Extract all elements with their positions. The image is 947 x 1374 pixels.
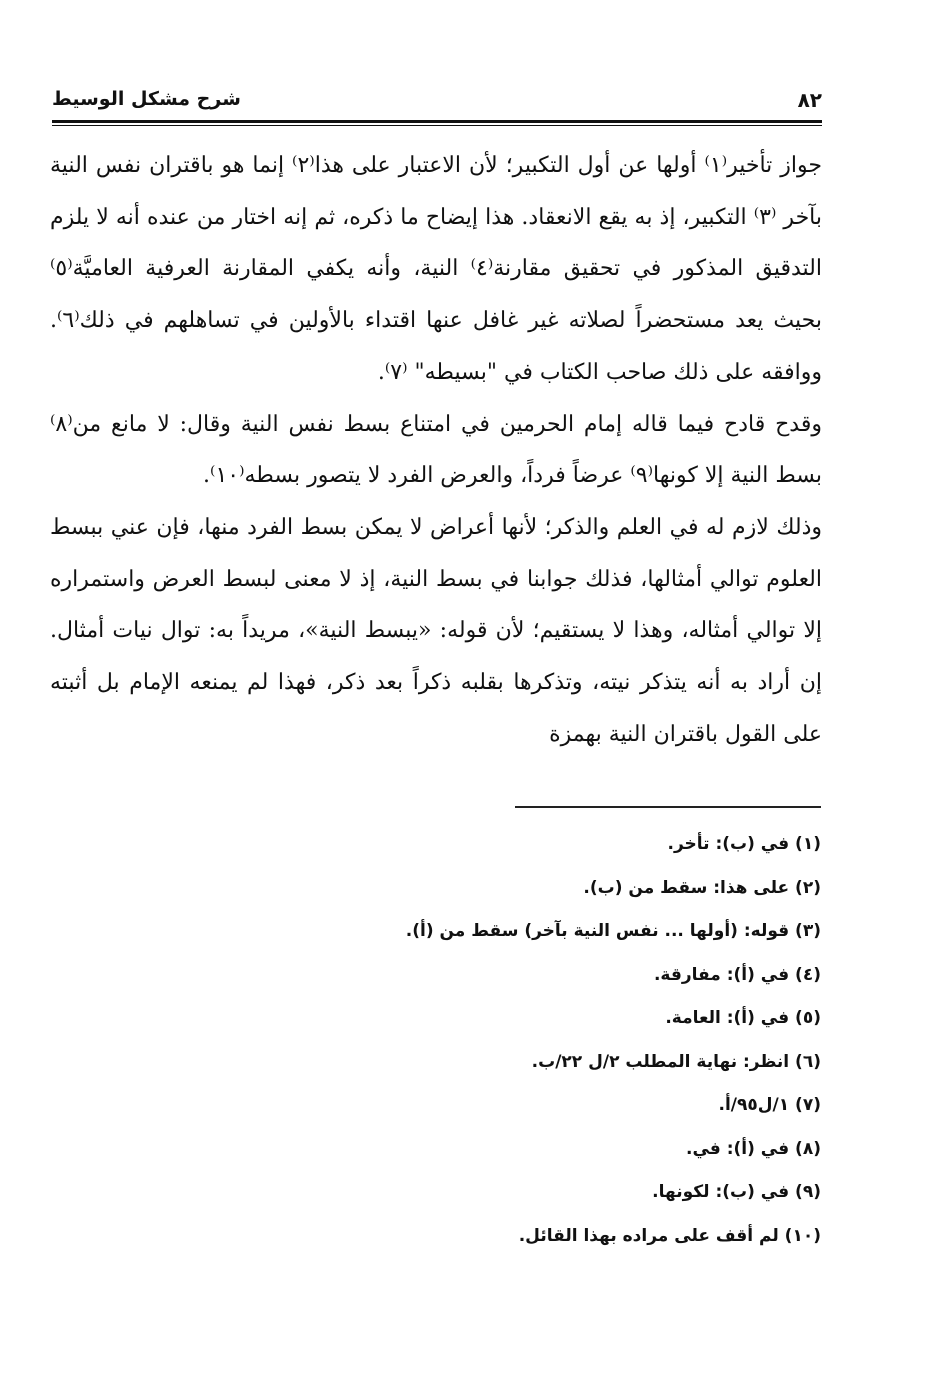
header-rule-thin	[52, 125, 822, 126]
footnotes	[300, 830, 821, 1265]
footnote-divider	[515, 806, 821, 808]
footnote-1: (١) في (ب): تأخر.	[667, 834, 821, 854]
page-number: ٨٢	[797, 88, 822, 112]
running-header	[52, 88, 822, 118]
footnote-5: (٥) في (أ): العامة.	[665, 1008, 821, 1028]
footnote-7: (٧) ١/ل٩٥/أ.	[718, 1095, 821, 1115]
book-title: شرح مشكل الوسيط	[52, 88, 241, 110]
footnote-4: (٤) في (أ): مفارقة.	[653, 964, 821, 985]
footnote-3: (٣) قوله: (أولها ... نفس النية بآخر) سقط من (أ).	[405, 921, 821, 941]
footnote-10: (١٠) لم أقف على مراده بهذا القائل.	[518, 1225, 821, 1246]
main-text	[50, 140, 822, 760]
paragraph-1: جواز تأخير⁽١⁾ أولها عن أول التكبير؛ لأن الاعتبار على هذا⁽٢⁾ إنما هو باقتران نفس النية بآخر ⁽٣⁾ التكبير، إذ به يقع الانعقاد. هذا إيضاح ما ذكره، ثم إنه اختار من عنده أنه لا يلزم التدقيق المذكور في تحقيق مقارنة⁽٤⁾ النية، وأنه يكفي المقارنة العرفية العاميَّة⁽٥⁾ بحيث يعد مستحضراً لصلاته غير غافل عنها اقتداء بالأولين في تساهلهم في ذلك⁽٦⁾. ووافقه على ذلك صاحب الكتاب في "بسيطه" ⁽٧⁾.	[50, 153, 822, 385]
footnote-8: (٨) في (أ): في.	[686, 1138, 821, 1159]
header-rule-thick	[52, 120, 822, 123]
footnote-6: (٦) انظر: نهاية المطلب ٢/ل ٢٢/ب.	[531, 1051, 821, 1072]
paragraph-3: وذلك لازم له في العلم والذكر؛ لأنها أعراض لا يمكن بسط الفرد منها، فإن عني ببسط العلوم توالي أمثالها، فذلك جوابنا في بسط النية، إذ لا معنى لبسط العرض واستمراره إلا توالي أمثاله، وهذا لا يستقيم؛ لأن قوله: «يبسط النية»، مريداً به: توال نيات أمثال. إن أراد به أنه يتذكر نيته، وتذكرها بقلبه ذكراً بعد ذكر، فهذا لم يمنعه الإمام بل أثبته على القول باقتران النية بهمزة	[50, 514, 822, 747]
footnote-9: (٩) في (ب): لكونها.	[652, 1182, 821, 1202]
paragraph-2: وقدح قادح فيما قاله إمام الحرمين في امتناع بسط نفس النية وقال: لا مانع من⁽٨⁾ بسط النية إلا كونها⁽٩⁾ عرضاً فرداً، والعرض الفرد لا يتصور بسطه⁽١٠⁾.	[50, 411, 822, 489]
footnote-2: (٢) على هذا: سقط من (ب).	[583, 877, 821, 898]
